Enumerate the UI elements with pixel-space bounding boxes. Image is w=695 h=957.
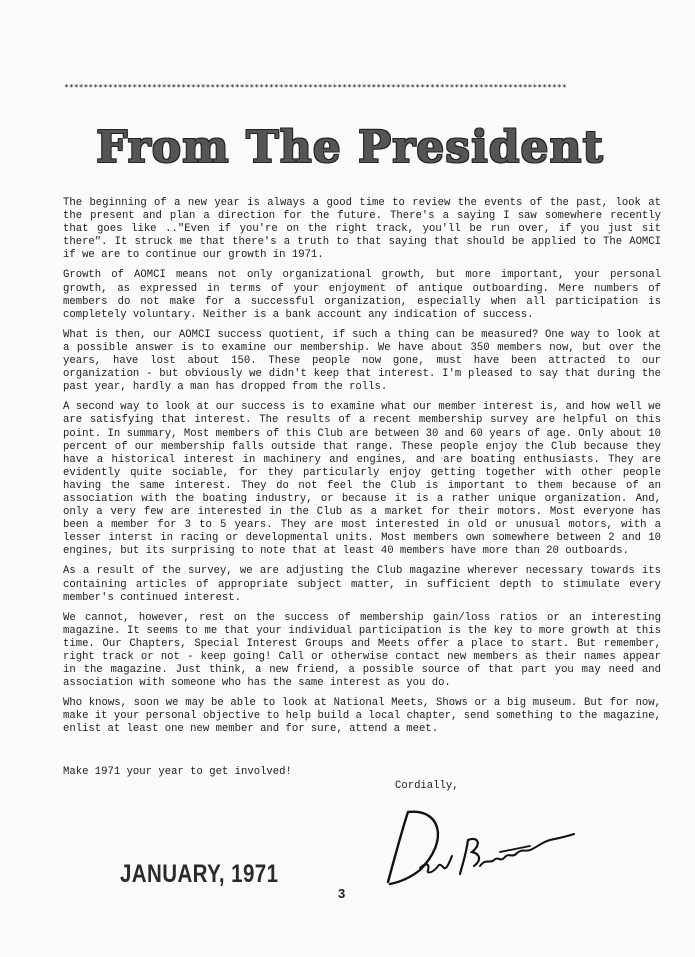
signature-image [380,800,580,895]
page-title: From The President [96,122,604,173]
closing-line: Make 1971 your year to get involved! [63,766,292,778]
paragraph-4: A second way to look at our success is to examine what our member interest is, and how well we are satisfying that interest. The results of a recent membership survey are helpful on this point. In summary, Most members of this Club are between 30 and 60 years of age. Only about 10 percent of our membership falls outside that range. These people enjoy the Club because they have a historical interest in machinery and engines, and are boating enthusiasts. They are evidently quite sociable, for they particularly enjoy getting together with other people having the same interest. They do not feel the Club is important to them because of an association with the boating industry, or because it is a rather unique organization. And, only a very few are interested in the Club as a market for their motors. Most everyone has been a member for 3 to 5 years. They are most interested in old or unusual motors, with a lesser interst in racing or developmental units. Most members own somewhere between 2 and 10 engines, but its surprising to note that at least 40 members have more than 20 outboards. [63,401,661,558]
page-number: 3 [338,886,346,901]
asterisk-rule: ******************************************************************************************************* [64,82,567,92]
paragraph-3: What is then, our AOMCI success quotient, if such a thing can be measured? One way to look at a possible answer is to examine our membership. We have about 350 members now, but over the years, have lost about 150. These people now gone, must have been attracted to our organization - but obviously we didn't keep that interest. I'm pleased to say that during the past year, hardly a man has dropped from the rolls. [63,328,661,394]
letter-body [63,197,661,744]
signoff: Cordially, [395,780,459,792]
paragraph-2: Growth of AOMCI means not only organizational growth, but more important, your personal growth, as expressed in terms of your enjoyment of antique outboarding. Mere numbers of members do not make for a successful organization, especially when all participation is completely voluntary. Neither is a bank account any indication of success. [63,269,661,321]
paragraph-5: As a result of the survey, we are adjusting the Club magazine wherever necessary towards its containing articles of appropriate subject matter, in sufficient depth to stimulate every member's continued interest. [63,565,661,604]
paragraph-6: We cannot, however, rest on the success of membership gain/loss ratios or an interesting magazine. It seems to me that your individual participation is the key to more growth at this time. Our Chapters, Special Interest Groups and Meets offer a place to start. But remember, right track or not - keep going! Call or otherwise contact new members as their names appear in the magazine. Just think, a new friend, a possible source of that part you may need and association with someone who has the same interest as you do. [63,611,661,690]
paragraph-7: Who knows, soon we may be able to look at National Meets, Shows or a big museum. But for now, make it your personal objective to help build a local chapter, send something to the magazine, enlist at least one new member and for sure, attend a meet. [63,697,661,736]
issue-date: JANUARY, 1971 [120,860,279,888]
paragraph-1: The beginning of a new year is always a good time to review the events of the past, look at the present and plan a direction for the future. There's a saying I saw somewhere recently that goes like .."Even if you're on the right track, you'll be run over, if you just sit there". It struck me that there's a truth to that saying that should be applied to The AOMCI if we are to continue our growth in 1971. [63,197,661,262]
